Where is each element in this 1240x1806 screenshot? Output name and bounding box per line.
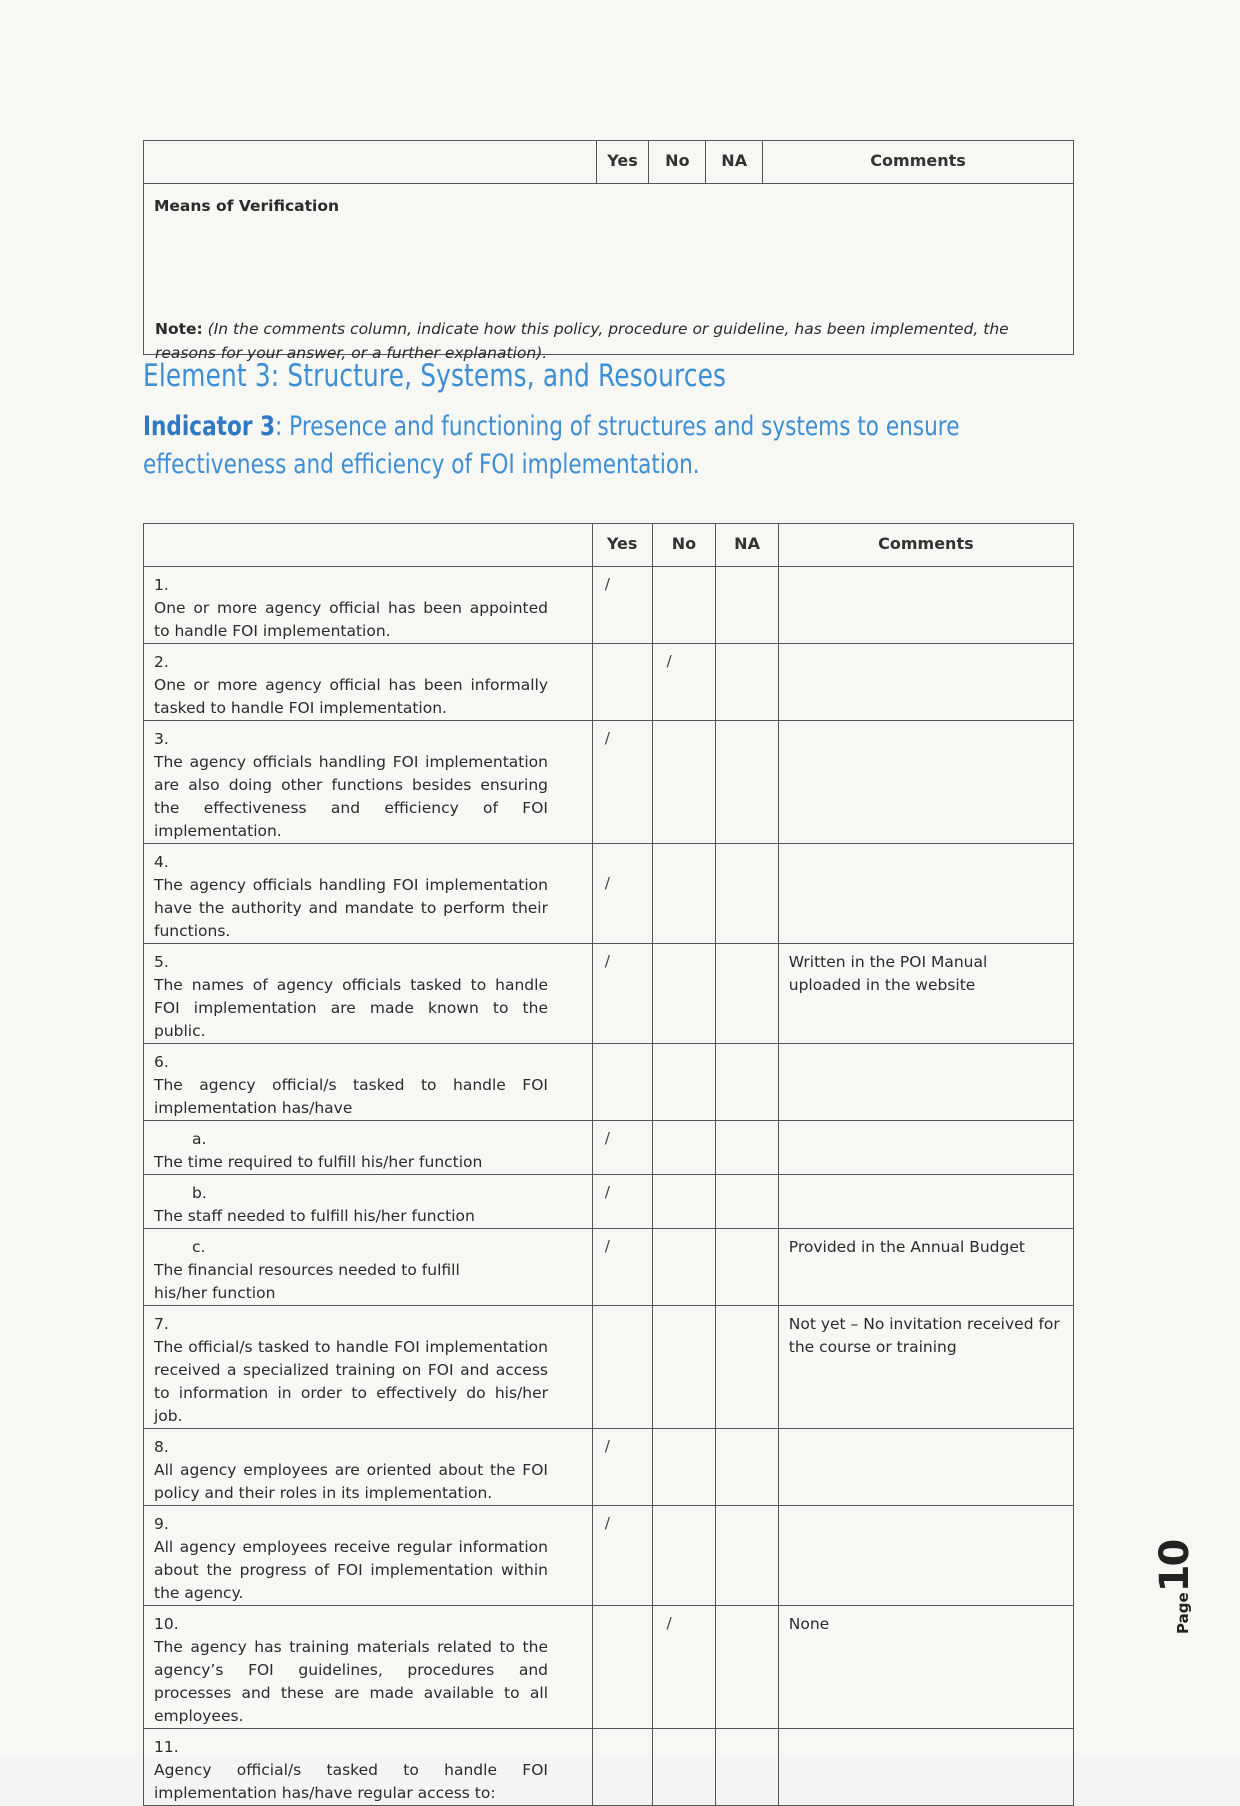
na-cell — [716, 1729, 778, 1806]
comment-cell: Provided in the Annual Budget — [778, 1229, 1073, 1306]
yes-cell: / — [592, 1429, 652, 1506]
yes-cell — [592, 1606, 652, 1729]
no-cell — [652, 1506, 716, 1606]
no-cell — [652, 1121, 716, 1175]
item-cell — [144, 1506, 593, 1606]
comments-header: Comments — [763, 141, 1074, 184]
yes-header: Yes — [592, 524, 652, 567]
header-row — [144, 141, 1074, 184]
table-row — [144, 567, 1074, 644]
item-letter: c. — [192, 1238, 206, 1256]
comment-cell — [778, 1044, 1073, 1121]
item-cell — [144, 1729, 593, 1806]
item-text: Agency official/s tasked to handle FOI implementation has/have regular access to: — [154, 1761, 548, 1802]
no-cell — [652, 567, 716, 644]
yes-cell — [592, 1729, 652, 1806]
yes-cell — [592, 1044, 652, 1121]
item-cell — [144, 567, 593, 644]
na-cell — [716, 1606, 778, 1729]
yes-cell: / — [592, 1506, 652, 1606]
item-number: 6. — [154, 1053, 169, 1071]
item-number: 4. — [154, 853, 169, 871]
item-number: 3. — [154, 730, 169, 748]
item-number: 2. — [154, 653, 169, 671]
item-text: All agency employees are oriented about the FOI policy and their roles in its implementation. — [154, 1461, 548, 1502]
table-row — [144, 644, 1074, 721]
item-cell — [144, 1121, 593, 1175]
table-row — [144, 1729, 1074, 1806]
no-header: No — [652, 524, 716, 567]
verification-cell — [144, 184, 1074, 362]
item-number: 8. — [154, 1438, 169, 1456]
table-row — [144, 1044, 1074, 1121]
page-word: Page — [1174, 1592, 1192, 1634]
item-cell — [144, 644, 593, 721]
item-text: The agency has training materials related to the agency’s FOI guidelines, procedures and processes and these are made available to all employees. — [154, 1638, 548, 1725]
comment-cell — [778, 1121, 1073, 1175]
item-text: The official/s tasked to handle FOI implementation received a specialized training on FOI and access to information in order to effectively do his/her job. — [154, 1338, 548, 1425]
na-cell — [716, 1429, 778, 1506]
table-row — [144, 1229, 1074, 1306]
comment-cell — [778, 1429, 1073, 1506]
item-cell — [144, 944, 593, 1044]
comment-cell — [778, 1729, 1073, 1806]
na-cell — [716, 1306, 778, 1429]
page-number: 10 — [1152, 1540, 1198, 1593]
note-label: Note: — [155, 320, 203, 338]
item-number: 1. — [154, 576, 169, 594]
item-text: The agency officials handling FOI implementation are also doing other functions besides ensuring the effectiveness and efficiency of FOI implementation. — [154, 753, 548, 840]
note-body: (In the comments column, indicate how this policy, procedure or guideline, has been implemented, the reasons for your answer, or a further explanation). — [155, 320, 1009, 362]
comment-cell: Written in the POI Manual uploaded in the website — [778, 944, 1073, 1044]
comment-cell — [778, 1506, 1073, 1606]
table-row — [144, 1606, 1074, 1729]
item-cell — [144, 721, 593, 844]
item-text: The names of agency officials tasked to handle FOI implementation are made known to the public. — [154, 976, 548, 1040]
blank-header — [144, 141, 597, 184]
checklist-table — [143, 523, 1074, 1806]
na-cell — [716, 1506, 778, 1606]
indicator-text: : Presence and functioning of structures and systems to ensure effectiveness and efficiency of FOI implementation. — [143, 411, 960, 480]
indicator-label: Indicator 3 — [143, 411, 276, 442]
no-cell — [652, 1306, 716, 1429]
no-cell — [652, 944, 716, 1044]
verification-row — [144, 184, 1074, 355]
item-letter: b. — [192, 1184, 207, 1202]
blank-header — [144, 524, 593, 567]
table-row — [144, 721, 1074, 844]
item-number: 5. — [154, 953, 169, 971]
table-row — [144, 1306, 1074, 1429]
yes-cell: / — [592, 1121, 652, 1175]
comment-cell: None — [778, 1606, 1073, 1729]
no-cell: / — [652, 1606, 716, 1729]
na-cell — [716, 1121, 778, 1175]
table-row — [144, 844, 1074, 944]
item-text: The time required to fulfill his/her function — [154, 1153, 483, 1171]
table-row — [144, 1506, 1074, 1606]
table-row — [144, 1429, 1074, 1506]
indicator-heading — [143, 408, 1075, 484]
verification-table — [143, 140, 1074, 362]
comments-header: Comments — [778, 524, 1073, 567]
table-row — [144, 1121, 1074, 1175]
page-number-footer — [1150, 1540, 1198, 1640]
item-cell — [144, 1229, 593, 1306]
na-cell — [716, 567, 778, 644]
no-cell — [652, 1729, 716, 1806]
na-cell — [716, 644, 778, 721]
item-text: The financial resources needed to fulfill his/her function — [154, 1261, 460, 1302]
table-row — [144, 944, 1074, 1044]
yes-cell: / — [592, 1229, 652, 1306]
no-cell — [652, 844, 716, 944]
comment-cell — [778, 844, 1073, 944]
yes-cell — [592, 644, 652, 721]
item-cell — [144, 1175, 593, 1229]
yes-cell: / — [592, 567, 652, 644]
item-text: The staff needed to fulfill his/her function — [154, 1207, 475, 1225]
item-text: All agency employees receive regular information about the progress of FOI implementation within the agency. — [154, 1538, 548, 1602]
no-header: No — [649, 141, 706, 184]
na-cell — [716, 1229, 778, 1306]
na-cell — [716, 944, 778, 1044]
na-cell — [716, 721, 778, 844]
comment-cell — [778, 644, 1073, 721]
no-cell — [652, 1429, 716, 1506]
comment-cell — [778, 567, 1073, 644]
yes-header: Yes — [596, 141, 649, 184]
item-cell — [144, 1429, 593, 1506]
item-number: 9. — [154, 1515, 169, 1533]
item-cell — [144, 1044, 593, 1121]
na-cell — [716, 1044, 778, 1121]
no-cell — [652, 1044, 716, 1121]
yes-cell — [592, 1306, 652, 1429]
item-text: One or more agency official has been appointed to handle FOI implementation. — [154, 599, 548, 640]
item-number: 11. — [154, 1738, 179, 1756]
item-number: 10. — [154, 1615, 179, 1633]
no-cell — [652, 1175, 716, 1229]
item-text: The agency official/s tasked to handle FOI implementation has/have — [154, 1076, 548, 1117]
yes-cell: / — [592, 844, 652, 944]
no-cell — [652, 721, 716, 844]
na-header: NA — [716, 524, 778, 567]
item-number: 7. — [154, 1315, 169, 1333]
comment-cell — [778, 1175, 1073, 1229]
na-cell — [716, 1175, 778, 1229]
yes-cell: / — [592, 944, 652, 1044]
yes-cell: / — [592, 721, 652, 844]
means-of-verification-label: Means of Verification — [154, 197, 340, 215]
table-row — [144, 1175, 1074, 1229]
element-heading: Element 3: Structure, Systems, and Resources — [143, 358, 727, 394]
yes-cell: / — [592, 1175, 652, 1229]
no-cell — [652, 1229, 716, 1306]
item-text: One or more agency official has been informally tasked to handle FOI implementation. — [154, 676, 548, 717]
na-header: NA — [706, 141, 763, 184]
comment-cell — [778, 721, 1073, 844]
item-text: The agency officials handling FOI implementation have the authority and mandate to perform their functions. — [154, 876, 548, 940]
item-cell — [144, 1306, 593, 1429]
comment-cell: Not yet – No invitation received for the course or training — [778, 1306, 1073, 1429]
item-letter: a. — [192, 1130, 207, 1148]
header-row — [144, 524, 1074, 567]
item-cell — [144, 1606, 593, 1729]
na-cell — [716, 844, 778, 944]
no-cell: / — [652, 644, 716, 721]
item-cell — [144, 844, 593, 944]
